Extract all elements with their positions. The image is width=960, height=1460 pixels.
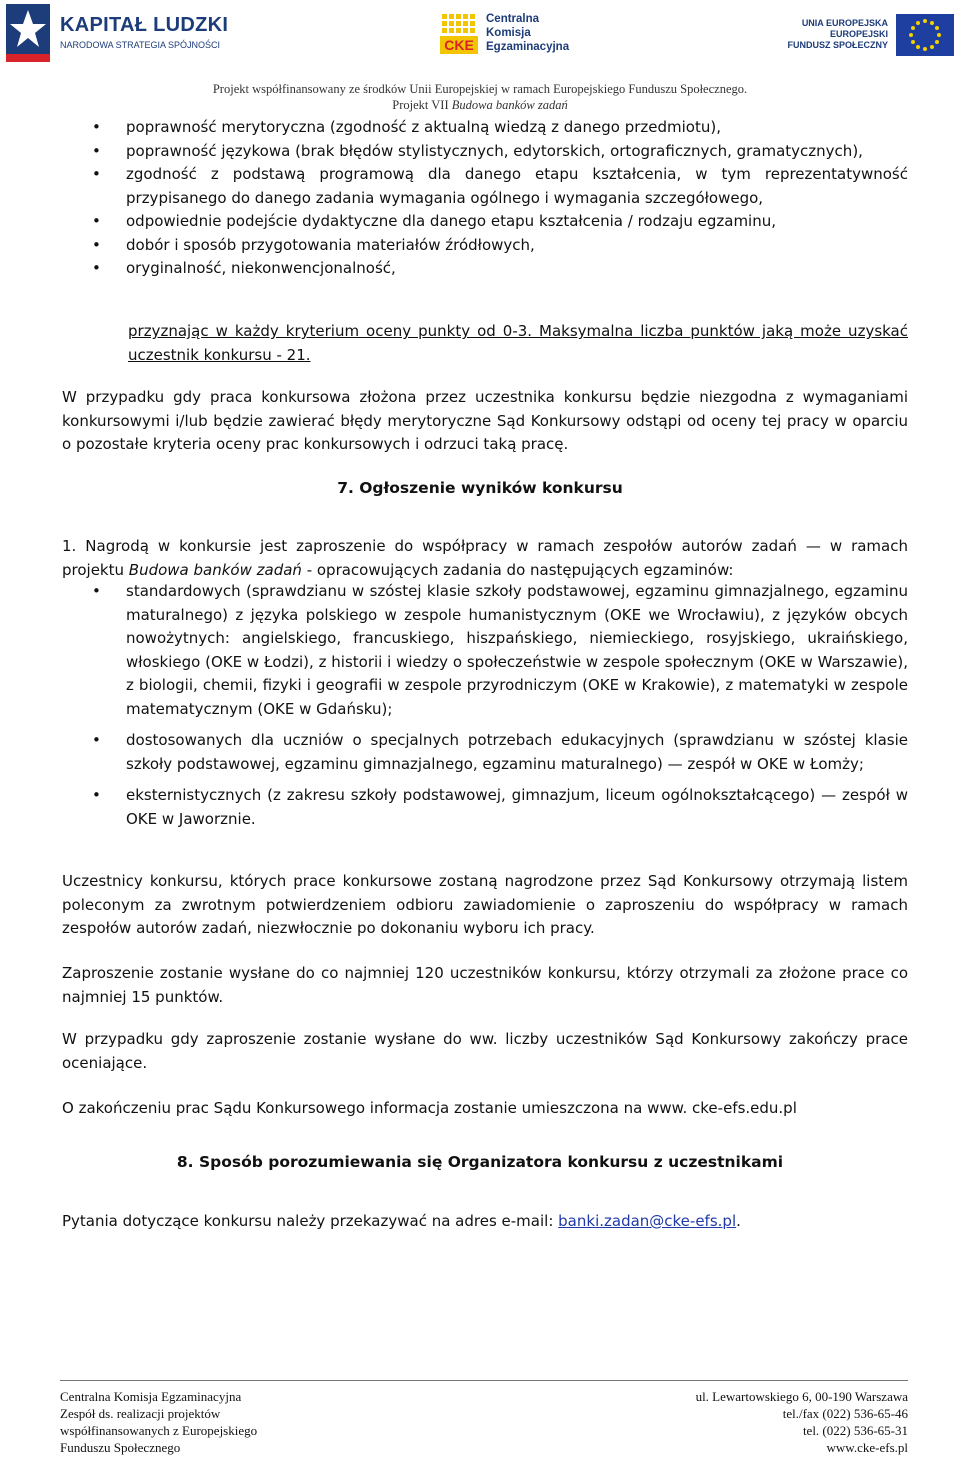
prize-text-2: - opracowujących zadania do następujących egzaminów: <box>301 560 734 579</box>
prize-project-name: Budowa banków zadań <box>128 560 302 579</box>
kapital-ludzki-logo <box>6 4 229 64</box>
cke-grid-icon <box>440 12 478 56</box>
cke-logo <box>440 10 580 60</box>
list-item: • dobór i sposób przygotowania materiałów źródłowych, <box>92 234 908 258</box>
list-item: • poprawność językowa (brak błędów stylistycznych, edytorskich, ortograficznych, gramatycznych), <box>92 140 908 164</box>
cke-mark-text: CKE <box>444 37 474 53</box>
footer-phone-fax: tel./fax (022) 536-65-46 <box>782 1406 908 1421</box>
scoring-paragraph: przyznając w każdy kryterium oceny punkty od 0-3. Maksymalna liczba punktów jaką może uzyskać uczestnik konkursu - 21. <box>128 322 908 364</box>
section-8-heading: 8. Sposób porozumiewania się Organizatora konkursu z uczestnikami <box>176 1153 784 1171</box>
ue-name <box>774 18 888 51</box>
footer-address: ul. Lewartowskiego 6, 00-190 Warszawa <box>695 1389 908 1404</box>
project-cofinancing-line: Projekt współfinansowany ze środków Unii Europejskiej w ramach Europejskiego Funduszu Społecznego. <box>212 82 748 96</box>
list-item: • oryginalność, niekonwencjonalność, <box>92 257 908 281</box>
cke-line-1: Centralna <box>486 13 540 25</box>
footer-left-line: Centralna Komisja Egzaminacyjna <box>60 1389 242 1404</box>
participants-paragraph: Uczestnicy konkursu, których prace konkursowe zostaną nagrodzone przez Sąd Konkursowy otrzymają listem poleconym za zwrotnym potwierdzeniem odbioru zawiadomienie o zaproszeniu do współpracy w ramach zespołów autorów zadań, niezwłocznie po dokonaniu wyboru ich pracy. <box>62 872 908 937</box>
ue-line-2: EUROPEJSKI <box>829 29 888 39</box>
questions-paragraph <box>62 1210 908 1234</box>
footer-left-line: Funduszu Społecznego <box>60 1440 181 1455</box>
questions-end: . <box>736 1212 741 1230</box>
footer-contact <box>660 1388 908 1456</box>
list-item: • standardowych (sprawdzianu w szóstej klasie szkoły podstawowej, egzaminu gimnazjalnego, egzaminu maturalnego) z języka polskiego w zespole humanistycznym (OKE we Wrocławiu), z języków obcych nowożytnych: angielskiego, francuskiego, hiszpańskiego, niemieckiego, rosyjskiego, ukraińskiego, włoskiego (OKE w Łodzi), z historii i wiedzy o społeczeństwie w zespole społecznym (OKE w Warszawie), z biologii, chemii, fizyki i geografii w zespole przyrodniczym (OKE w Krakowie), z matematyki w zespole matematycznym (OKE w Gdańsku); <box>92 580 908 721</box>
invitation-paragraph: Zaproszenie zostanie wysłane do co najmniej 120 uczestników konkursu, którzy otrzymali za złożone prace co najmniej 15 punktów. <box>62 964 908 1006</box>
announcement-paragraph: O zakończeniu prac Sądu Konkursowego informacja zostanie umieszczona na www. cke-efs.edu.pl <box>62 1099 797 1117</box>
list-item: • dostosowanych dla uczniów o specjalnych potrzebach edukacyjnych (sprawdzianu w szóstej klasie szkoły podstawowej, egzaminu gimnazjalnego, egzaminu maturalnego) — zespół w OKE w Łomży; <box>92 729 908 776</box>
criteria-list <box>92 116 908 281</box>
cke-line-2: Komisja <box>486 27 531 39</box>
cke-name <box>486 12 569 54</box>
prize-text-1: 1. Nagrodą w konkursie jest zaproszenie do współpracy w ramach zespołów autorów zadań — w ramach projektu <box>62 537 908 579</box>
section-7-heading: 7. Ogłoszenie wyników konkursu <box>337 479 623 497</box>
eu-flag-icon <box>896 14 954 56</box>
kapital-ludzki-subtitle: NARODOWA STRATEGIA SPÓJNOŚCI <box>60 40 221 50</box>
project-prefix: Projekt VII <box>392 98 452 112</box>
footer-phone: tel. (022) 536-65-31 <box>802 1423 908 1438</box>
questions-text: Pytania dotyczące konkursu należy przekazywać na adres e-mail: <box>62 1212 559 1230</box>
footer-left-line: współfinansowanych z Europejskiego <box>60 1423 258 1438</box>
prize-paragraph <box>62 535 908 582</box>
list-item: • zgodność z podstawą programową dla danego etapu kształcenia, w tym reprezentatywność przypisanego do danego zadania wymagania ogólnego i wymagania szczegółowego, <box>92 163 908 210</box>
footer-left-line: Zespół ds. realizacji projektów <box>60 1406 221 1421</box>
closing-evaluation-paragraph: W przypadku gdy zaproszenie zostanie wysłane do ww. liczby uczestników Sąd Konkursowy zakończy prace oceniające. <box>62 1030 908 1072</box>
footer-divider <box>60 1380 908 1381</box>
footer-website[interactable]: www.cke-efs.pl <box>826 1440 908 1455</box>
project-title: Budowa banków zadań <box>451 98 568 112</box>
list-item: • poprawność merytoryczna (zgodność z aktualną wiedzą z danego przedmiotu), <box>92 116 908 140</box>
project-name-line <box>0 98 960 113</box>
list-item: • eksternistycznych (z zakresu szkoły podstawowej, gimnazjum, liceum ogólnokształcącego) — zespół w OKE w Jaworznie. <box>92 784 908 831</box>
exam-list <box>92 580 908 839</box>
footer-organization <box>60 1388 257 1456</box>
contact-email-link[interactable]: banki.zadan@cke-efs.pl <box>558 1212 737 1230</box>
ue-line-3: FUNDUSZ SPOŁECZNY <box>787 40 888 50</box>
ue-line-1: UNIA EUROPEJSKA <box>801 18 888 28</box>
list-item: • odpowiednie podejście dydaktyczne dla danego etapu kształcenia / rodzaju egzaminu, <box>92 210 908 234</box>
kapital-ludzki-emblem-icon <box>6 4 50 62</box>
cke-line-3: Egzaminacyjna <box>486 41 570 53</box>
kapital-ludzki-title: KAPITAŁ LUDZKI <box>60 14 229 36</box>
unia-europejska-logo <box>774 12 960 60</box>
rejection-paragraph: W przypadku gdy praca konkursowa złożona przez uczestnika konkursu będzie niezgodna z wymaganiami konkursowymi i/lub będzie zawierać błędy merytoryczne Sąd Konkursowy odstąpi od oceny tej pracy w oparciu o pozostałe kryteria oceny prac konkursowych i odrzuci taką pracę. <box>62 388 908 453</box>
